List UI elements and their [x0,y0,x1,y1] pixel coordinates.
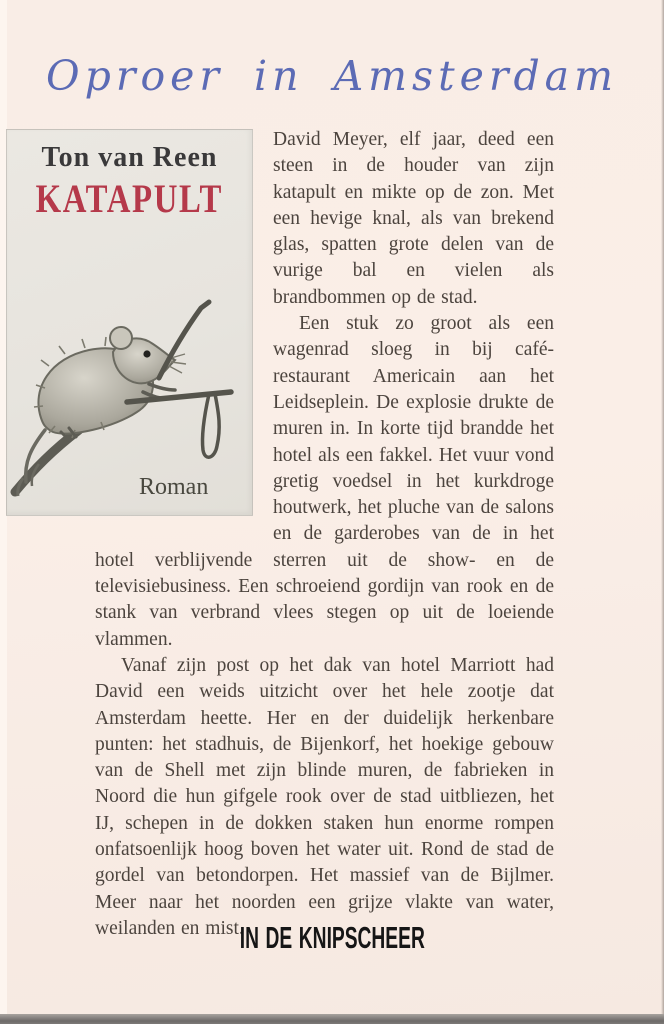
cover-float-spacer [95,127,273,537]
back-cover-blurb [95,127,554,942]
cover-genre-label: Roman [139,474,209,500]
blurb-paragraph: Een stuk zo groot als een wagenrad sloeg in bij café-restaurant Americain aan het Leidseplein. De explosie drukte de muren in. In korte tijd brandde het hotel als een fakkel. Het vuur vond gretig voedsel in het kurkdroge houtwerk, het pluche van de salons en de garderobes van de in het hotel verblijvende sterren uit de show- en de televisiebusiness. Een schroeiend gordijn van rook en de stank van verbrand vlees stegen op uit de loeiende vlammen. [95,313,554,650]
blurb-paragraph: David Meyer, elf jaar, deed een steen in de houder van zijn katapult en mikte op de zon. Met een hevige knal, als van brekend glas, spatten grote delen van de vurige bal en vielen als brandbommen op de stad. [273,129,554,308]
blurb-paragraph: Vanaf zijn post op het dak van hotel Marriott had David een weids uitzicht over het hele zootje dat Amsterdam heette. Her en der duidelijk herkenbare punten: het stadhuis, de Bijenkorf, het hoekige gebouw van de Shell met zijn blinde muren, de fabrieken in Noord die hun gifgele rook over de stad uitbliezen, het IJ, schepen in de dokken staken hun enorme rompen onfatsoenlijk hoog boven het water uit. Rond de stad de gordel van betondorpen. Het massief van de Bijlmer. Meer naar het noorden een grijze vlakte van water, weilanden en mist. [95,654,554,939]
scan-edge-bottom [0,1014,664,1024]
cover-title: KATAPULT [35,176,224,221]
cover-author: Ton van Reen [41,142,218,173]
publisher-logo [0,920,664,956]
page-title: Oproer in Amsterdam [45,52,619,100]
publisher-logo-text: IN DE KNIPSCHEER [239,920,425,955]
